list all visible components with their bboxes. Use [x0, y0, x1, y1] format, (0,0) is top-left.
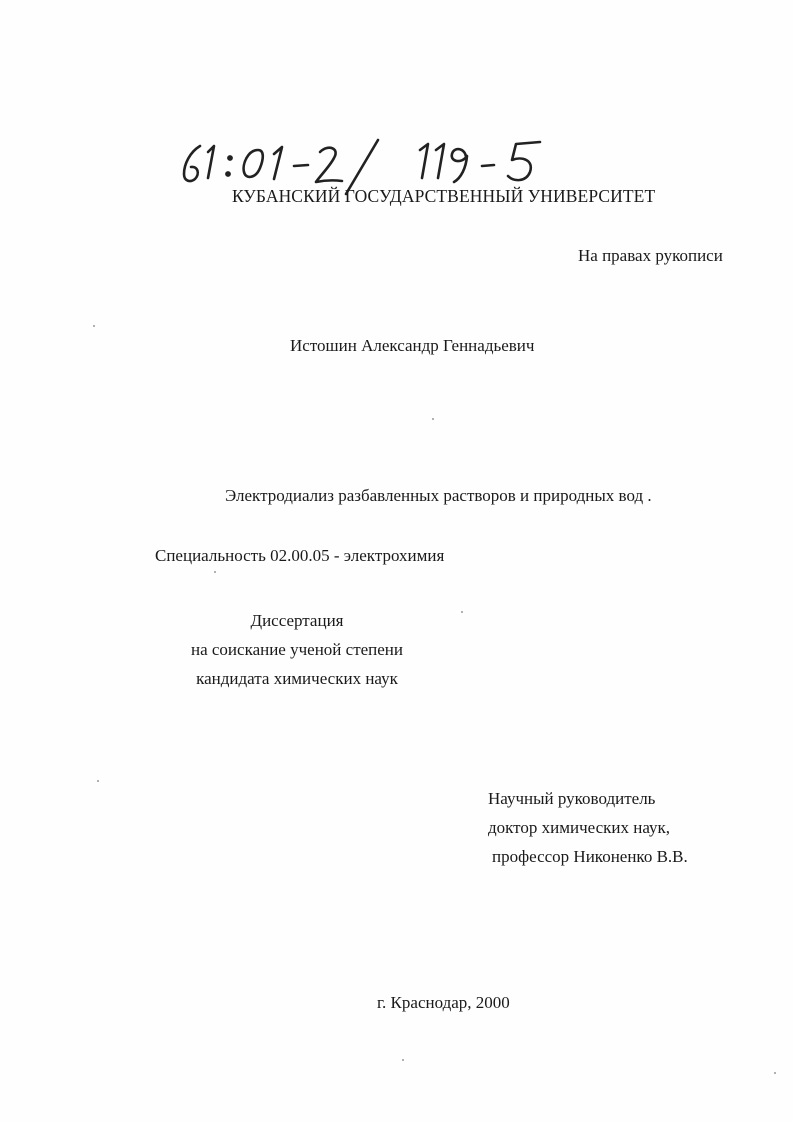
degree-block: [182, 606, 412, 693]
rights-note: На правах рукописи: [578, 246, 723, 265]
scan-speck: [461, 611, 463, 613]
supervisor-line-2: доктор химических наук,: [488, 818, 671, 837]
city-year: г. Краснодар, 2000: [377, 993, 510, 1012]
supervisor-line-3: профессор Никоненко В.В.: [492, 847, 688, 866]
supervisor-line-1: Научный руководитель: [488, 789, 656, 808]
degree-line-3: кандидата химических наук: [196, 669, 398, 688]
supervisor-block: [488, 784, 688, 871]
degree-line-1: Диссертация: [250, 611, 344, 630]
scan-speck: [214, 571, 216, 573]
scan-speck: [432, 418, 434, 420]
author-name: Истошин Александр Геннадьевич: [290, 336, 535, 355]
scan-speck: [402, 1059, 404, 1061]
scan-speck: [97, 780, 99, 782]
scan-speck: [774, 1072, 776, 1074]
dissertation-title: Электродиализ разбавленных растворов и природных вод .: [225, 486, 652, 505]
scan-speck: [93, 325, 95, 327]
specialty-line: Специальность 02.00.05 - электрохимия: [155, 546, 445, 565]
degree-line-2: на соискание ученой степени: [190, 640, 404, 659]
university-name: КУБАНСКИЙ ГОСУДАРСТВЕННЫЙ УНИВЕРСИТЕТ: [232, 186, 656, 206]
